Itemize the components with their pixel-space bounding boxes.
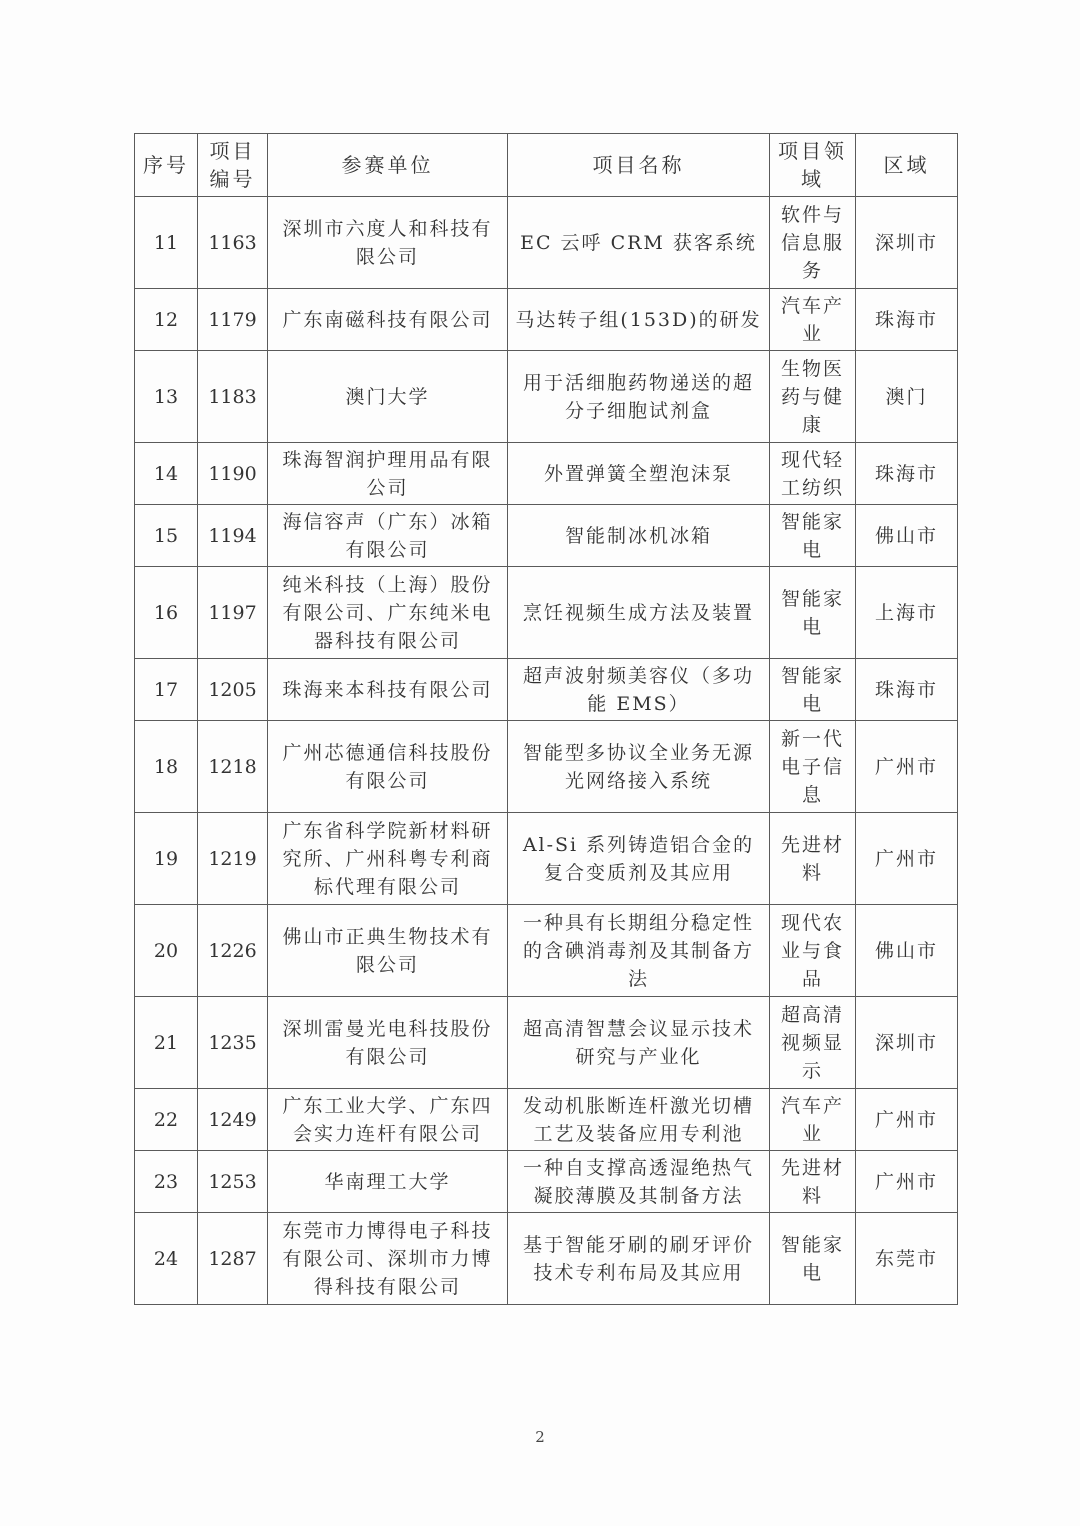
cell-unit: 深圳雷曼光电科技股份有限公司 <box>268 997 508 1089</box>
table-row <box>135 659 958 721</box>
header-name: 项目名称 <box>508 134 770 197</box>
cell-unit: 深圳市六度人和科技有限公司 <box>268 197 508 289</box>
cell-name: Al-Si 系列铸造铝合金的复合变质剂及其应用 <box>508 813 770 905</box>
cell-region: 东莞市 <box>856 1213 958 1305</box>
cell-seq: 22 <box>135 1089 198 1151</box>
page-number: 2 <box>535 1428 545 1446</box>
cell-code: 1163 <box>198 197 268 289</box>
cell-name: 智能制冰机冰箱 <box>508 505 770 567</box>
cell-name: 一种自支撑高透湿绝热气凝胶薄膜及其制备方法 <box>508 1151 770 1213</box>
cell-name: 智能型多协议全业务无源光网络接入系统 <box>508 721 770 813</box>
table-row <box>135 443 958 505</box>
cell-seq: 11 <box>135 197 198 289</box>
cell-seq: 13 <box>135 351 198 443</box>
cell-name: 基于智能牙刷的刷牙评价技术专利布局及其应用 <box>508 1213 770 1305</box>
cell-name: 一种具有长期组分稳定性的含碘消毒剂及其制备方法 <box>508 905 770 997</box>
cell-region: 广州市 <box>856 721 958 813</box>
table-body <box>135 197 958 1305</box>
table-row <box>135 197 958 289</box>
cell-seq: 12 <box>135 289 198 351</box>
header-region: 区域 <box>856 134 958 197</box>
cell-unit: 广东省科学院新材料研究所、广州科粤专利商标代理有限公司 <box>268 813 508 905</box>
cell-unit: 珠海来本科技有限公司 <box>268 659 508 721</box>
cell-region: 佛山市 <box>856 505 958 567</box>
cell-seq: 15 <box>135 505 198 567</box>
cell-code: 1287 <box>198 1213 268 1305</box>
header-unit: 参赛单位 <box>268 134 508 197</box>
header-code: 项目编号 <box>198 134 268 197</box>
project-table <box>134 133 958 1305</box>
table-row <box>135 505 958 567</box>
header-seq: 序号 <box>135 134 198 197</box>
cell-region: 珠海市 <box>856 659 958 721</box>
cell-code: 1190 <box>198 443 268 505</box>
cell-seq: 21 <box>135 997 198 1089</box>
cell-code: 1253 <box>198 1151 268 1213</box>
cell-code: 1249 <box>198 1089 268 1151</box>
cell-unit: 东莞市力博得电子科技有限公司、深圳市力博得科技有限公司 <box>268 1213 508 1305</box>
table-row <box>135 721 958 813</box>
cell-region: 澳门 <box>856 351 958 443</box>
table-row <box>135 1151 958 1213</box>
cell-field: 现代农业与食品 <box>770 905 856 997</box>
cell-region: 广州市 <box>856 813 958 905</box>
table-header-row <box>135 134 958 197</box>
cell-field: 智能家电 <box>770 505 856 567</box>
cell-code: 1179 <box>198 289 268 351</box>
cell-code: 1226 <box>198 905 268 997</box>
cell-region: 深圳市 <box>856 197 958 289</box>
cell-name: 烹饪视频生成方法及装置 <box>508 567 770 659</box>
cell-unit: 珠海智润护理用品有限公司 <box>268 443 508 505</box>
cell-region: 深圳市 <box>856 997 958 1089</box>
cell-field: 超高清视频显示 <box>770 997 856 1089</box>
table-row <box>135 567 958 659</box>
header-field: 项目领域 <box>770 134 856 197</box>
cell-seq: 18 <box>135 721 198 813</box>
cell-unit: 纯米科技（上海）股份有限公司、广东纯米电器科技有限公司 <box>268 567 508 659</box>
cell-unit: 广东工业大学、广东四会实力连杆有限公司 <box>268 1089 508 1151</box>
cell-field: 先进材料 <box>770 1151 856 1213</box>
cell-code: 1235 <box>198 997 268 1089</box>
table-row <box>135 289 958 351</box>
cell-field: 智能家电 <box>770 659 856 721</box>
cell-field: 汽车产业 <box>770 289 856 351</box>
cell-code: 1183 <box>198 351 268 443</box>
cell-region: 上海市 <box>856 567 958 659</box>
cell-code: 1194 <box>198 505 268 567</box>
cell-seq: 24 <box>135 1213 198 1305</box>
cell-unit: 广东南磁科技有限公司 <box>268 289 508 351</box>
cell-field: 现代轻工纺织 <box>770 443 856 505</box>
cell-seq: 23 <box>135 1151 198 1213</box>
cell-seq: 16 <box>135 567 198 659</box>
cell-name: 发动机胀断连杆激光切槽工艺及装备应用专利池 <box>508 1089 770 1151</box>
cell-name: EC 云呼 CRM 获客系统 <box>508 197 770 289</box>
cell-unit: 佛山市正典生物技术有限公司 <box>268 905 508 997</box>
cell-seq: 19 <box>135 813 198 905</box>
table-row <box>135 997 958 1089</box>
table-row <box>135 1213 958 1305</box>
cell-code: 1219 <box>198 813 268 905</box>
cell-name: 外置弹簧全塑泡沫泵 <box>508 443 770 505</box>
cell-region: 珠海市 <box>856 289 958 351</box>
cell-unit: 海信容声（广东）冰箱有限公司 <box>268 505 508 567</box>
cell-code: 1197 <box>198 567 268 659</box>
cell-seq: 20 <box>135 905 198 997</box>
cell-field: 智能家电 <box>770 567 856 659</box>
cell-field: 软件与信息服务 <box>770 197 856 289</box>
table-row <box>135 1089 958 1151</box>
table-row <box>135 351 958 443</box>
cell-name: 用于活细胞药物递送的超分子细胞试剂盒 <box>508 351 770 443</box>
cell-region: 广州市 <box>856 1089 958 1151</box>
cell-code: 1205 <box>198 659 268 721</box>
cell-field: 汽车产业 <box>770 1089 856 1151</box>
cell-seq: 17 <box>135 659 198 721</box>
cell-seq: 14 <box>135 443 198 505</box>
cell-name: 超声波射频美容仪（多功能 EMS） <box>508 659 770 721</box>
cell-code: 1218 <box>198 721 268 813</box>
cell-unit: 广州芯德通信科技股份有限公司 <box>268 721 508 813</box>
cell-field: 先进材料 <box>770 813 856 905</box>
cell-field: 生物医药与健康 <box>770 351 856 443</box>
cell-region: 珠海市 <box>856 443 958 505</box>
cell-region: 佛山市 <box>856 905 958 997</box>
cell-field: 新一代电子信息 <box>770 721 856 813</box>
cell-field: 智能家电 <box>770 1213 856 1305</box>
cell-unit: 澳门大学 <box>268 351 508 443</box>
cell-name: 超高清智慧会议显示技术研究与产业化 <box>508 997 770 1089</box>
cell-name: 马达转子组(153D)的研发 <box>508 289 770 351</box>
cell-region: 广州市 <box>856 1151 958 1213</box>
table-row <box>135 905 958 997</box>
cell-unit: 华南理工大学 <box>268 1151 508 1213</box>
table-row <box>135 813 958 905</box>
